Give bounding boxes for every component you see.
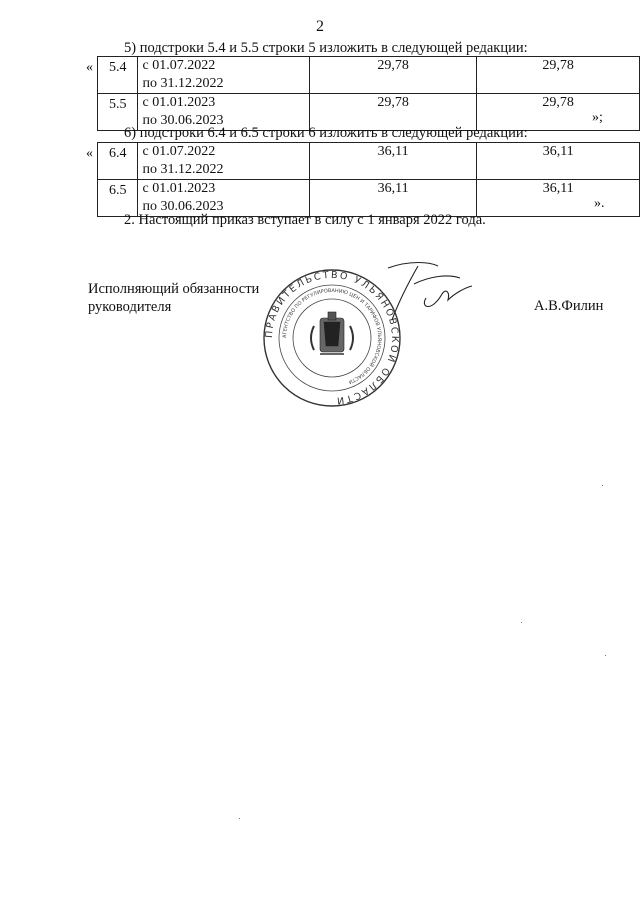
row-number: 6.5 xyxy=(98,180,138,217)
period-to: по 30.06.2023 xyxy=(142,113,224,128)
signatory-name: А.В.Филин xyxy=(534,298,604,314)
table-row xyxy=(98,143,640,180)
scan-speck xyxy=(605,655,606,656)
signatory-title-line1: Исполняющий обязанности xyxy=(88,281,260,297)
value-cell: 36,11 xyxy=(309,143,476,180)
table1-close-mark: »; xyxy=(592,110,603,125)
seal-inner-text: АГЕНТСТВО ПО РЕГУЛИРОВАНИЮ ЦЕН И ТАРИФОВ УЛЬЯНОВСКОЙ ОБЛАСТИ xyxy=(281,287,383,385)
tariff-table-5 xyxy=(97,56,640,131)
period-cell xyxy=(138,180,309,217)
table-row xyxy=(98,57,640,94)
value-cell: 36,11 xyxy=(309,180,476,217)
row-number: 5.5 xyxy=(98,94,138,131)
table1-open-quote: « xyxy=(86,60,93,75)
signatory-title-line2: руководителя xyxy=(88,299,172,315)
period-cell xyxy=(138,143,309,180)
period-from: с 01.01.2023 xyxy=(142,95,216,110)
scan-speck xyxy=(239,818,240,819)
signatory-title xyxy=(88,280,259,316)
value-cell: 36,11 xyxy=(477,143,640,180)
period-cell xyxy=(138,57,309,94)
seal-outer-text: ПРАВИТЕЛЬСТВО УЛЬЯНОВСКОЙ ОБЛАСТИ xyxy=(263,269,401,407)
table2-open-quote: « xyxy=(86,146,93,161)
handwritten-signature xyxy=(380,258,480,328)
row-number: 6.4 xyxy=(98,143,138,180)
value-cell: 29,78 xyxy=(477,57,640,94)
period-from: с 01.07.2022 xyxy=(142,144,216,159)
value-cell: 29,78 xyxy=(309,94,476,131)
value-cell: 29,78 xyxy=(477,94,640,131)
period-from: с 01.01.2023 xyxy=(142,181,216,196)
paragraph-6: 6) подстроки 6.4 и 6.5 строки 6 изложить в следующей редакции: xyxy=(124,125,528,141)
coat-of-arms-icon xyxy=(311,312,353,354)
page-number: 2 xyxy=(316,18,324,35)
period-from: с 01.07.2022 xyxy=(142,58,216,73)
tariff-table-6 xyxy=(97,142,640,217)
table-row xyxy=(98,180,640,217)
row-number: 5.4 xyxy=(98,57,138,94)
paragraph-5: 5) подстроки 5.4 и 5.5 строки 5 изложить в следующей редакции: xyxy=(124,40,528,56)
scan-speck xyxy=(602,485,603,486)
value-cell: 29,78 xyxy=(309,57,476,94)
table2-close-mark: ». xyxy=(594,196,605,211)
value-cell: 36,11 xyxy=(477,180,640,217)
period-to: по 31.12.2022 xyxy=(142,76,224,91)
paragraph-final: 2. Настоящий приказ вступает в силу с 1 января 2022 года. xyxy=(124,212,486,228)
period-to: по 31.12.2022 xyxy=(142,162,224,177)
scan-speck xyxy=(521,622,522,623)
period-to: по 30.06.2023 xyxy=(142,199,224,214)
